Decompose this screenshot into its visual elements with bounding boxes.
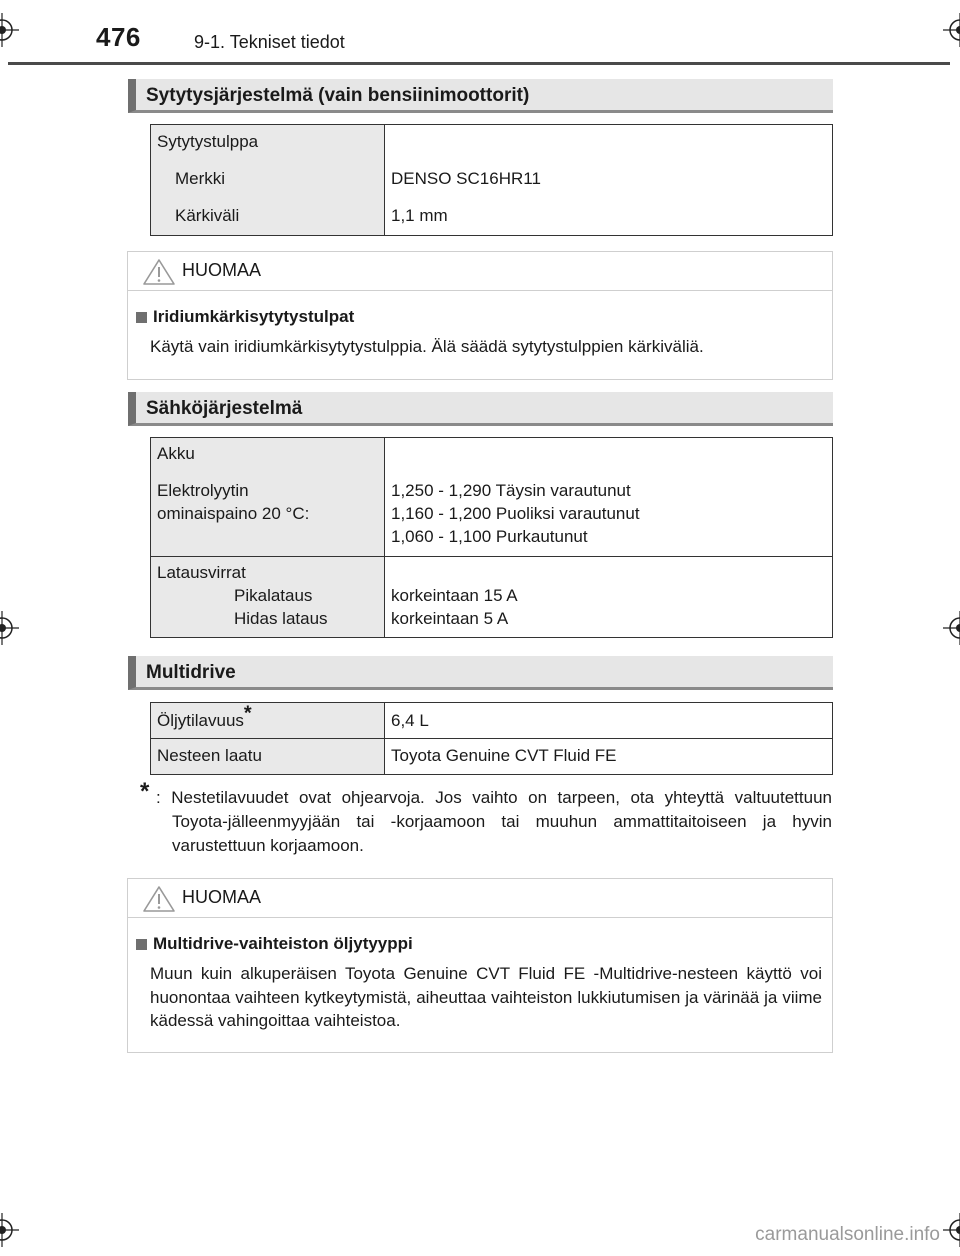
notice-heading-text: Iridiumkärkisytytystulpat — [153, 307, 355, 326]
chapter-title: 9-1. Tekniset tiedot — [194, 32, 345, 52]
make-label: Merkki — [175, 169, 226, 188]
slow-charge-value: korkeintaan 5 A — [391, 609, 509, 628]
spark-plug-label: Sytytystulppa — [157, 132, 259, 151]
spec-label-cell — [151, 739, 385, 775]
gravity-label: ominaispaino 20 °C: — [157, 504, 310, 523]
spec-label-cell — [151, 438, 385, 557]
section-heading-ignition — [128, 79, 833, 113]
notice-heading-text: Multidrive-vaihteiston öljytyyppi — [153, 934, 413, 953]
section-title: Multidrive — [146, 662, 236, 683]
spec-label-cell — [151, 703, 385, 739]
notice-header — [128, 879, 832, 918]
table-row — [151, 703, 833, 739]
footnote-mark: * — [140, 778, 150, 805]
spec-value-cell — [385, 125, 833, 236]
fast-charge-value: korkeintaan 15 A — [391, 586, 518, 605]
spec-label-cell — [151, 125, 385, 236]
battery-label: Akku — [157, 444, 195, 463]
section-title: Sähköjärjestelmä — [146, 398, 303, 419]
notice-title: HUOMAA — [182, 260, 262, 280]
square-bullet-icon — [136, 939, 147, 950]
warning-triangle-icon — [142, 885, 176, 918]
notice-heading — [136, 307, 832, 327]
oil-capacity-value: 6,4 L — [391, 711, 429, 730]
section-heading-electrical — [128, 392, 833, 426]
page-number: 476 — [96, 22, 141, 52]
multidrive-spec-table — [150, 702, 833, 775]
registration-mark-icon — [0, 13, 19, 47]
notice-text: Muun kuin alkuperäisen Toyota Genuine CVT Fluid FE -Multidrive-nesteen käyttö voi huonontaa vaihteen kytkeytymistä, aiheuttaa vaihteiston lukkiutumisen ja värinää ja viime kädessä vahingoittaa vaihteistoa. — [150, 964, 822, 1030]
registration-mark-icon — [943, 13, 960, 47]
footnote-text: : Nestetilavuudet ovat ohjearvoja. Jos vaihto on tarpeen, ota yhteyttä valtuutettuun Toyota-jälleenmyyjään tai -korjaamoon tai muuhun ammattitaitoiseen ja hyvin varustettuun korjaamoon. — [156, 788, 832, 855]
gravity-value: 1,160 - 1,200 Puoliksi varautunut — [391, 504, 640, 523]
slow-charge-label: Hidas lataus — [234, 609, 328, 628]
gap-label: Kärkiväli — [175, 206, 240, 225]
watermark: carmanualsonline.info — [755, 1224, 940, 1245]
ignition-spec-table — [150, 124, 833, 236]
spec-value-cell — [385, 438, 833, 557]
fluid-type-label: Nesteen laatu — [157, 746, 262, 765]
gravity-label: Elektrolyytin — [157, 481, 249, 500]
table-row — [151, 739, 833, 775]
header-rule — [8, 62, 950, 65]
notice-header — [128, 252, 832, 291]
footnote-mark: * — [243, 702, 252, 725]
registration-mark-icon — [0, 1213, 19, 1247]
fluid-type-value: Toyota Genuine CVT Fluid FE — [391, 746, 617, 765]
spec-value-cell — [385, 557, 833, 638]
make-value: DENSO SC16HR11 — [391, 169, 541, 188]
warning-triangle-icon — [142, 258, 176, 291]
gap-value: 1,1 mm — [391, 206, 448, 225]
registration-mark-icon — [0, 611, 19, 645]
notice-box — [127, 251, 833, 380]
table-row — [151, 125, 833, 236]
registration-mark-icon — [943, 611, 960, 645]
spec-value-cell — [385, 739, 833, 775]
notice-heading — [136, 934, 832, 954]
table-row — [151, 438, 833, 557]
electrical-spec-table — [150, 437, 833, 638]
notice-title: HUOMAA — [182, 887, 262, 907]
registration-mark-icon — [943, 1213, 960, 1247]
section-heading-multidrive — [128, 656, 833, 690]
spec-value-cell — [385, 703, 833, 739]
oil-capacity-label: Öljytilavuus — [157, 711, 244, 730]
charging-label: Latausvirrat — [157, 563, 246, 582]
square-bullet-icon — [136, 312, 147, 323]
section-title: Sytytysjärjestelmä (vain bensiinimoottorit) — [146, 85, 530, 106]
gravity-value: 1,060 - 1,100 Purkautunut — [391, 527, 588, 546]
footnote — [140, 778, 832, 858]
table-row — [151, 557, 833, 638]
notice-box — [127, 878, 833, 1053]
fast-charge-label: Pikalataus — [234, 586, 313, 605]
spec-label-cell — [151, 557, 385, 638]
gravity-value: 1,250 - 1,290 Täysin varautunut — [391, 481, 631, 500]
notice-text: Käytä vain iridiumkärkisytytystulppia. Älä säädä sytytystulppien kärkiväliä. — [150, 337, 704, 356]
